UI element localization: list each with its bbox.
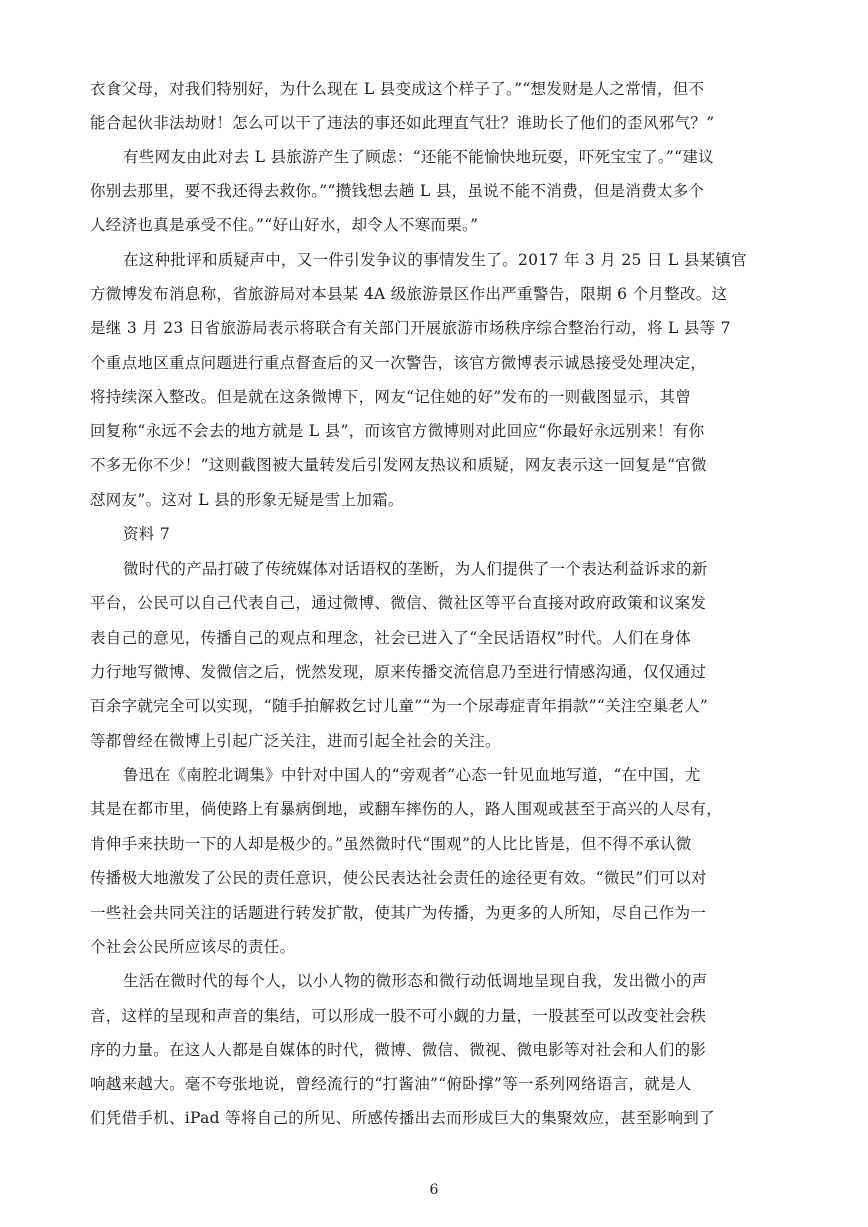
text-line: 音，这样的呈现和声音的集结，可以形成一股不可小觑的力量，一股甚至可以改变社会秩 [90, 1007, 707, 1025]
text-line: 能合起伙非法劫财！怎么可以干了违法的事还如此理直气壮？谁助长了他们的歪风邪气？” [90, 114, 715, 132]
text-line: 你别去那里，要不我还得去救你。”“攒钱想去趟 L 县，虽说不能不消费，但是消费太多个 [90, 182, 705, 200]
text-line: 衣食父母，对我们特别好，为什么现在 L 县变成这个样子了。”“想发财是人之常情，但不 [90, 80, 705, 98]
text-line: 在这种批评和质疑声中，又一件引发争议的事情发生了。2017 年 3 月 25 日 L 县某镇官 [123, 251, 747, 269]
text-line: 方微博发布消息称，省旅游局对本县某 4A 级旅游景区作出严重警告，限期 6 个月整改。这 [90, 285, 728, 303]
text-line: 响越来越大。毫不夸张地说，曾经流行的“打酱油”“俯卧撑”等一系列网络语言，就是人 [90, 1075, 692, 1093]
text-line: 是继 3 月 23 日省旅游局表示将联合有关部门开展旅游市场秩序综合整治行动，将 L 县等 7 [90, 319, 731, 337]
text-line: 人经济也真是承受不住。”“好山好水，却令人不寒而栗。” [90, 216, 479, 234]
text-line: 个重点地区重点问题进行重点督查后的又一次警告，该官方微博表示诚恳接受处理决定， [90, 354, 707, 372]
text-line: 传播极大地激发了公民的责任意识，使公民表达社会责任的途径更有效。“微民”们可以对 [90, 869, 707, 887]
text-line: 们凭借手机、iPad 等将自己的所见、所感传播出去而形成巨大的集聚效应，甚至影响到了 [90, 1109, 715, 1127]
text-line: 序的力量。在这人人都是自媒体的时代，微博、微信、微视、微电影等对社会和人们的影 [90, 1041, 707, 1059]
text-line: 有些网友由此对去 L 县旅游产生了顾虑：“还能不能愉快地玩耍，吓死宝宝了。”“建议 [123, 148, 714, 166]
text-line: 其是在都市里，倘使路上有暴病倒地，或翻车摔伤的人，路人围观或甚至于高兴的人尽有， [90, 800, 723, 818]
text-line: 不多无你不少！”这则截图被大量转发后引发网友热议和质疑，网友表示这一回复是“官微 [90, 456, 707, 474]
page-number: 6 [429, 1182, 439, 1198]
text-line: 百余字就完全可以实现，“随手拍解救乞讨儿童”“为一个尿毒症青年捐款”“关注空巢老人” [90, 697, 709, 715]
text-line: 生活在微时代的每个人，以小人物的微形态和微行动低调地呈现自我，发出微小的声 [123, 972, 708, 990]
text-line: 肯伸手来扶助一下的人却是极少的。”虽然微时代“围观”的人比比皆是，但不得不承认微 [90, 835, 692, 853]
text-line: 表自己的意见，传播自己的观点和理念，社会已进入了“全民话语权”时代。人们在身体 [90, 629, 692, 647]
text-line: 力行地写微博、发微信之后，恍然发现，原来传播交流信息乃至进行情感沟通，仅仅通过 [90, 663, 707, 681]
text-line: 平台，公民可以自己代表自己，通过微博、微信、微社区等平台直接对政府政策和议案发 [90, 594, 707, 612]
text-line: 一些社会共同关注的话题进行转发扩散，使其广为传播，为更多的人所知，尽自己作为一 [90, 904, 707, 922]
text-line: 微时代的产品打破了传统媒体对话语权的垄断，为人们提供了一个表达利益诉求的新 [123, 560, 708, 578]
text-line: 怼网友”。这对 L 县的形象无疑是雪上加霜。 [90, 491, 404, 509]
text-line: 将持续深入整改。但是就在这条微博下，网友“记住她的好”发布的一则截图显示，其曾 [90, 388, 692, 406]
text-line: 个社会公民所应该尽的责任。 [90, 938, 296, 956]
text-line: 回复称“永远不会去的地方就是 L 县”，而该官方微博则对此回应“你最好永远别来！有你 [90, 422, 705, 440]
section-heading: 资料 7 [123, 525, 170, 543]
text-line: 等都曾经在微博上引起广泛关注，进而引起全社会的关注。 [90, 732, 501, 750]
text-line: 鲁迅在《南腔北调集》中针对中国人的“旁观者”心态一针见血地写道，“在中国，尤 [123, 766, 701, 784]
